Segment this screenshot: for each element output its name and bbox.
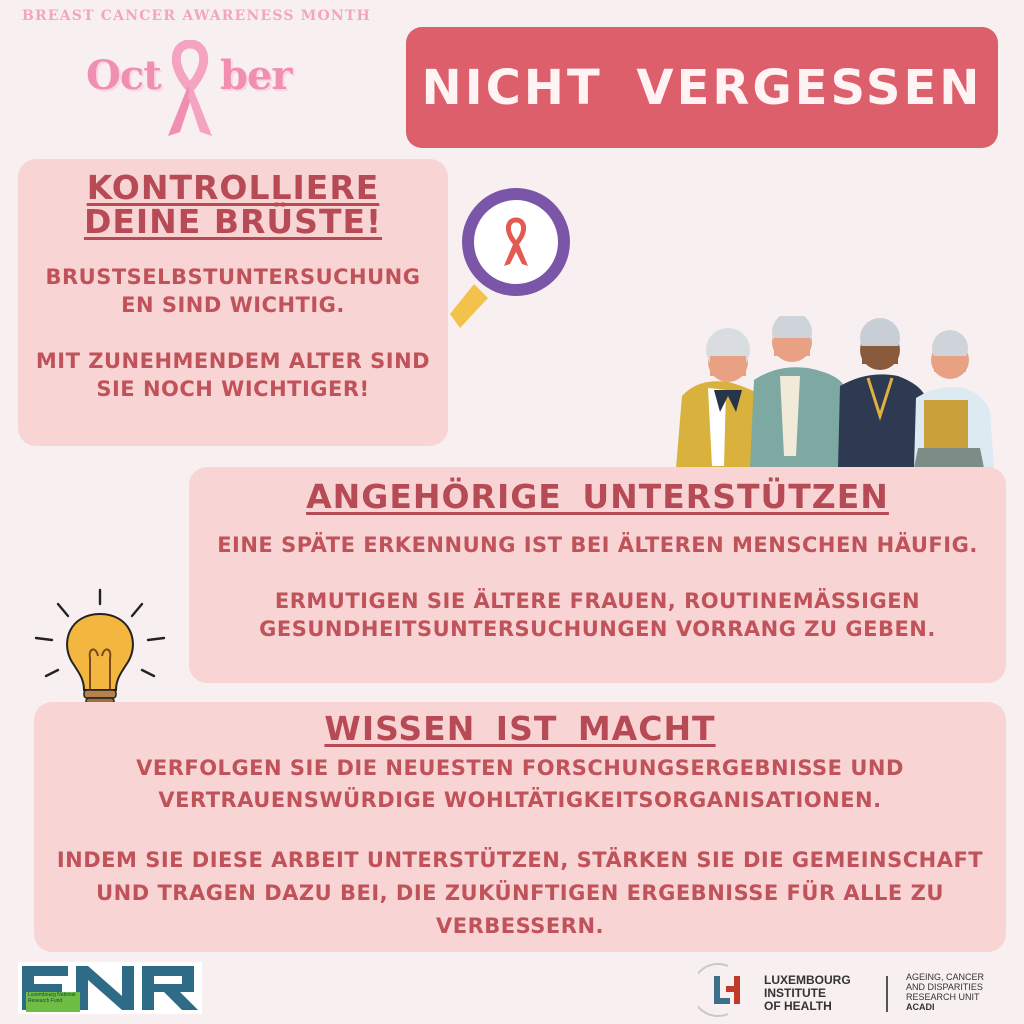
support-relatives-text-2: ERMUTIGEN SIE ÄLTERE FRAUEN, ROUTINEMÄSSIGEN GESUNDHEITSUNTERSUCHUNGEN VORRANG ZU GEBEN. <box>259 589 936 641</box>
acadi-line-1: AGEING, CANCER <box>906 972 985 982</box>
knowledge-title: WISSEN IST MACHT <box>324 709 716 748</box>
fnr-logo-text: Luxembourg National Research Fund <box>28 992 76 1004</box>
check-breasts-text-2: MIT ZUNEHMENDEM ALTER SIND SIE NOCH WICHTIGER! <box>35 349 431 401</box>
header-banner: NICHT VERGESSEN <box>406 27 998 148</box>
elderly-women-illustration <box>668 316 1000 468</box>
lih-line-1: LUXEMBOURG <box>764 973 851 987</box>
october-logo <box>86 36 306 141</box>
support-relatives-title: ANGEHÖRIGE UNTERSTÜTZEN <box>306 477 889 516</box>
october-prefix: Oct <box>86 52 161 99</box>
lih-line-3: OF HEALTH <box>764 999 832 1013</box>
support-relatives-card <box>189 467 1006 683</box>
check-breasts-title <box>34 168 432 241</box>
pink-ribbon-icon <box>158 40 222 140</box>
awareness-month-label: BREAST CANCER AWARENESS MONTH <box>22 8 371 24</box>
acadi-line-2: AND DISPARITIES <box>906 982 983 992</box>
lih-logo[interactable] <box>698 962 1008 1018</box>
fnr-logo[interactable] <box>18 962 202 1014</box>
title-line-1: KONTROLLIERE <box>86 168 380 207</box>
knowledge-card <box>34 702 1006 952</box>
acadi-line-4: ACADI <box>906 1002 935 1012</box>
lih-line-2: INSTITUTE <box>764 986 826 1000</box>
october-suffix: ber <box>220 52 292 99</box>
support-relatives-text-1: EINE SPÄTE ERKENNUNG IST BEI ÄLTEREN MENSCHEN HÄUFIG. <box>217 533 978 557</box>
fnr-logo-mark <box>18 962 202 1014</box>
title-line-2: DEINE BRÜSTE! <box>83 202 383 241</box>
lih-logo-mark <box>698 962 758 1018</box>
knowledge-text-2: INDEM SIE DIESE ARBEIT UNTERSTÜTZEN, STÄRKEN SIE DIE GEMEINSCHAFT UND TRAGEN DAZU BEI, DIE ZUKÜNFTIGEN ERGEBNISSE FÜR ALLE ZU VERBESSERN. <box>56 848 984 938</box>
acadi-line-3: RESEARCH UNIT <box>906 992 980 1002</box>
check-breasts-card <box>18 159 448 446</box>
check-breasts-text-1: BRUSTSELBSTUNTERSUCHUNG EN SIND WICHTIG. <box>45 265 421 317</box>
knowledge-text-1: VERFOLGEN SIE DIE NEUESTEN FORSCHUNGSERGEBNISSE UND VERTRAUENSWÜRDIGE WOHLTÄTIGKEITSORGANISATIONEN. <box>136 756 904 812</box>
logo-divider <box>886 976 888 1012</box>
magnifying-glass-icon <box>444 186 574 332</box>
